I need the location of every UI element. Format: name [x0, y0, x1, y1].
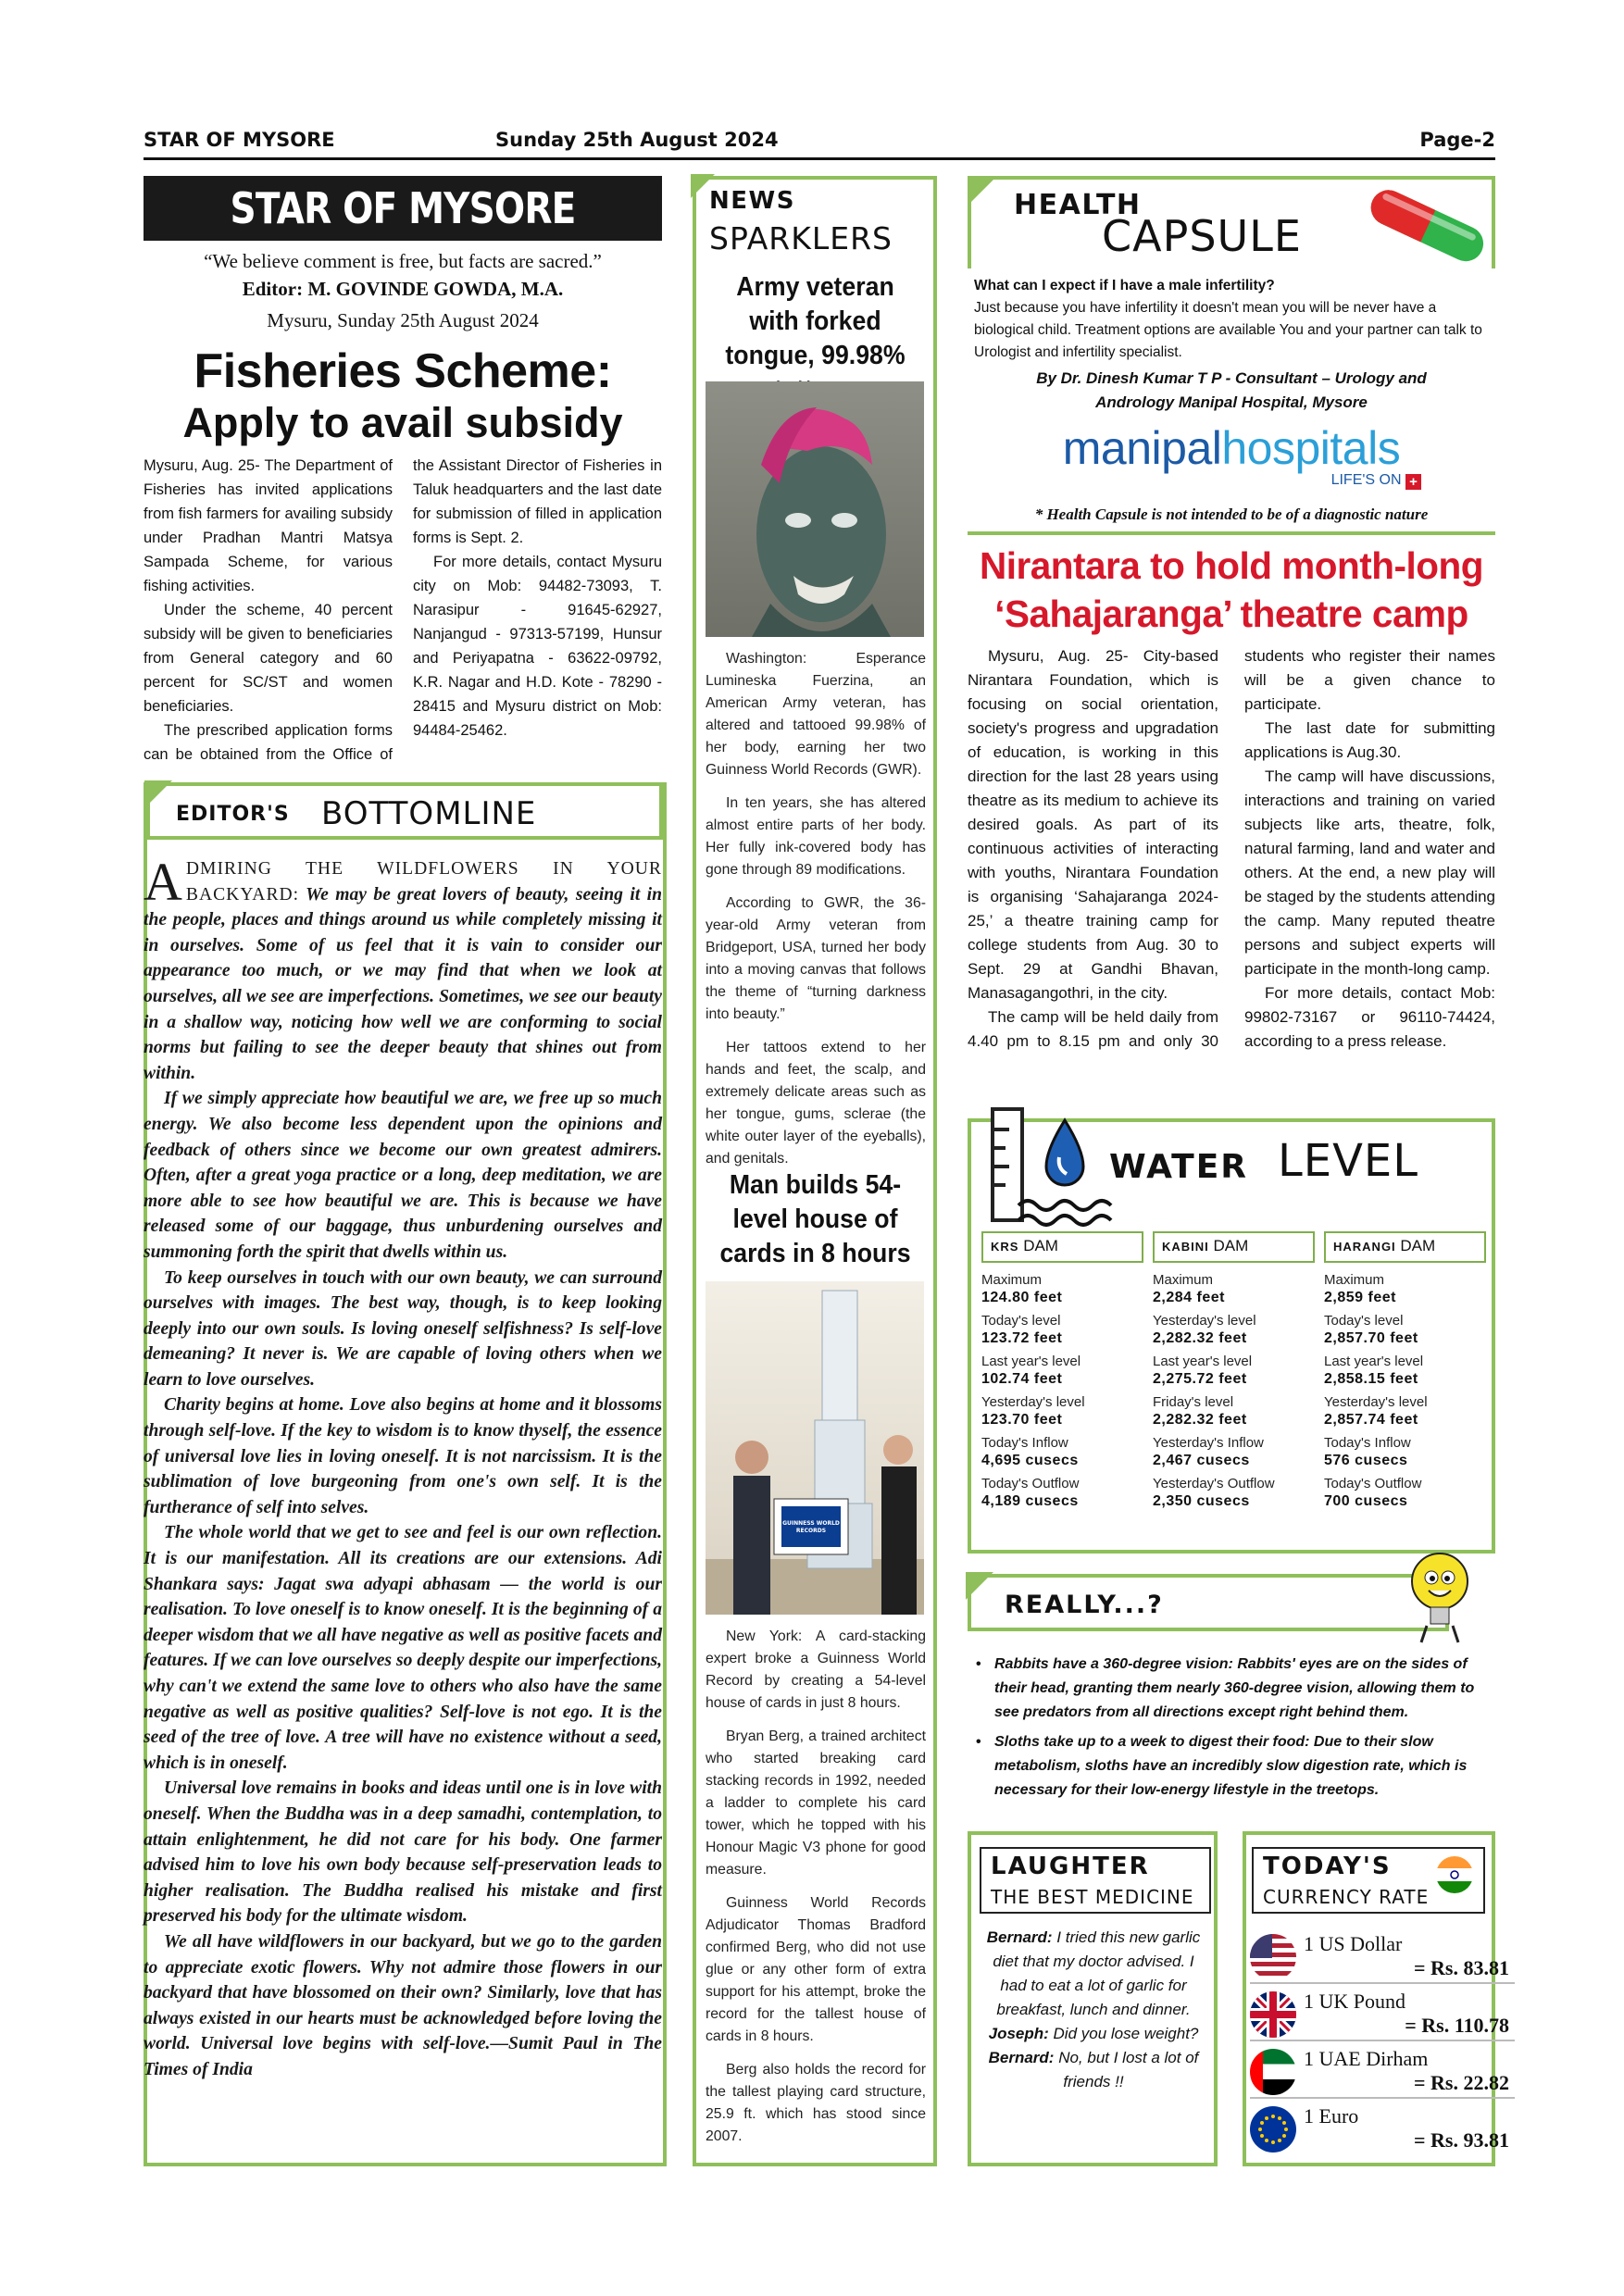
kabini-dam-name: KABINI	[1162, 1240, 1209, 1254]
editorial-dropcap: A	[144, 852, 182, 912]
kabini-dam-suffix: DAM	[1213, 1237, 1249, 1254]
currency-unit: 1 US Dollar	[1304, 1932, 1403, 1955]
dam-row-label: Yesterday's Outflow	[1153, 1476, 1275, 1491]
editorial-label-bold: EDITOR'S	[176, 803, 290, 826]
dam-row-value: 576 cusecs	[1324, 1453, 1408, 1468]
krs-dam-header	[981, 1231, 1143, 1263]
nirantara-article	[968, 644, 1495, 1089]
health-label-light: CAPSULE	[1102, 211, 1302, 261]
dam-row-value: 2,858.15 feet	[1324, 1371, 1418, 1387]
laughter-label-light: THE BEST MEDICINE	[991, 1886, 1194, 1908]
really-fact-text: Sloths take up to a week to digest their food: Due to their slow metabolism, sloths have an incredibly slow digestion rate, which is necessary for their low-energy lifestyle in the treetops.	[994, 1734, 1468, 1798]
nirantara-paragraph: The camp will be held daily from 4.40 pm to 8.15 pm and only 30 students who register their names will be a given chance to participate.	[968, 647, 1495, 1050]
dam-row-value: 4,695 cusecs	[981, 1453, 1079, 1468]
masthead-editor: Editor: M. GOVINDE GOWDA, M.A.	[242, 278, 564, 300]
kabini-dam-header	[1153, 1231, 1315, 1263]
nirantara-paragraph: For more details, contact Mob: 99802-73167 or 96110-74424, according to a press release.	[1244, 984, 1495, 1050]
news-label-bold: NEWS	[709, 187, 795, 215]
news-paragraph: Her tattoos extend to her hands and feet, the scalp, and extremely delicate areas such as her tongue, gums, sclerae (the white outer layer of the eyeballs), and genitals.	[706, 1040, 926, 1167]
editorial-paragraph: Charity begins at home. Love also begins at home and it blossoms through self-love. If the key to wisdom is to know thyself, the essence of universal love lies in loving oneself. It is not narcissism. It is the sublimation of love burgeoning from one's own self. It is the furtherance of self into selves.	[144, 1395, 662, 1517]
dam-row-value: 2,859 feet	[1324, 1290, 1396, 1305]
news-paragraph: Washington: Esperance Lumineska Fuerzina, an American Army veteran, has altered and tattooed 99.98% of her body, earning her two Guinness World Records (GWR).	[706, 651, 926, 778]
corner-arrow-icon	[969, 178, 999, 207]
currency-value: = Rs. 22.82	[1414, 2071, 1509, 2094]
editorial-lead: DMIRING THE WILDFLOWERS IN YOUR BACKYARD:	[185, 859, 662, 905]
editorial-first-paragraph	[144, 852, 662, 1086]
currency-row-aed	[1250, 2045, 1515, 2099]
uae-flag-icon	[1250, 2049, 1296, 2095]
manipal-brand-part2: hospitals	[1221, 422, 1401, 474]
news-story1-headline: Army veteran with forked tongue, 99.98%	[725, 272, 906, 370]
kabini-dam-column	[1153, 1231, 1315, 1511]
card-tower-illustration	[706, 1281, 924, 1615]
currency-list	[1243, 1930, 1509, 2162]
fisheries-paragraph: Under the scheme, 40 percent subsidy will be given to beneficiaries from General category and 60 percent for SC/ST and women beneficiaries.	[144, 602, 393, 715]
joke-line: Did you lose weight?	[1048, 2025, 1199, 2042]
tattooed-face-illustration	[706, 381, 924, 637]
news-paragraph: Guinness World Records Adjudicator Thomas Bradford confirmed Berg, who did not use glue or any other form of extra support for his attempt, broke the record for the tallest house of cards in 8 hours.	[706, 1895, 926, 2044]
header-date: Sunday 25th August 2024	[495, 129, 779, 151]
really-facts-list	[974, 1653, 1493, 1803]
editorial-paragraph: If we simply appreciate how beautiful we are, we free up so much energy. We also become less dependent upon the opinions and feedback of others since we become our own greatest admirers. Often, after a great yoga practice or a long, deep meditation, we are more able to see how beautiful we are. This is because we have released some of our baggage, thus unburdening ourselves and summoning forth the spirit that dwells within us.	[144, 1089, 662, 1262]
lightbulb-character-icon	[1403, 1546, 1477, 1648]
red-cross-icon: +	[1405, 474, 1421, 490]
house-of-cards-photo	[706, 1281, 924, 1615]
currency-value: = Rs. 93.81	[1414, 2128, 1509, 2152]
nirantara-paragraph: The camp will have discussions, interactions and training on varied subjects like arts, theatre, folk, natural farming, land and water and others. At the end, a new play will be staged by the students attending the camp. Many reputed theatre persons and subject experts will participate in the month-long camp.	[1244, 767, 1495, 978]
dam-row-value: 700 cusecs	[1324, 1493, 1408, 1509]
currency-unit: 1 Euro	[1304, 2104, 1359, 2128]
joke-line: I tried this new garlic diet that my doctor advised. I had to eat a lot of garlic for breakfast, lunch and dinner.	[993, 1928, 1201, 2018]
laughter-joke	[981, 1926, 1206, 2094]
india-flag-icon	[1434, 1854, 1475, 1895]
editorial-paragraph: The whole world that we get to see and feel is our own reflection. It is our manifestation. All its creations are our extensions. Adi Shankara says: Jagat swa adyapi abhasam — the world is our realisation. To love oneself is to know oneself. It is the beginning of a deeper wisdom that we all have negative as well as positive facets and features. If we can love ourselves so deeply despite our imperfections, why can't we extend the same love to others who also have the same negative as well as positive qualities? Self-love is not ego. It is the seed of the tree of love. A tree will have no existence without a seed, which is in oneself.	[144, 1523, 662, 1773]
currency-label	[1252, 1847, 1485, 1914]
krs-dam-suffix: DAM	[1023, 1237, 1058, 1254]
joke-line: No, but I lost a lot of friends !!	[1054, 2049, 1199, 2090]
editorial-label-light: BOTTOMLINE	[321, 795, 537, 832]
dam-row-label: Today's Outflow	[1324, 1476, 1422, 1491]
tattooed-veteran-photo	[706, 381, 924, 637]
dam-row-value: 2,467 cusecs	[1153, 1453, 1250, 1468]
dam-row-label: Yesterday's level	[1324, 1394, 1428, 1410]
currency-row-gbp	[1250, 1988, 1515, 2041]
dam-row-label: Last year's level	[1324, 1354, 1424, 1369]
dam-row-label: Today's level	[981, 1313, 1061, 1329]
editorial-article	[144, 852, 662, 2083]
water-gauge-icon	[981, 1102, 1130, 1231]
dam-row-value: 2,857.70 feet	[1324, 1330, 1418, 1346]
manipal-hospitals-logo	[1009, 421, 1454, 495]
dam-row-label: Last year's level	[1153, 1354, 1253, 1369]
masthead-banner	[144, 176, 662, 241]
currency-value: = Rs. 83.81	[1414, 1956, 1509, 1979]
dam-row-label: Maximum	[981, 1272, 1043, 1288]
fisheries-article	[144, 454, 662, 768]
editorial-first-text: We may be great lovers of beauty, seeing it in the people, places and things around us while completely missing it in ourselves. Some of us feel that it is vain to consider our appearance too much, or we may find that when we look at ourselves, all we see are imperfections. Sometimes, we see our beauty in a shallow way, noticing how well we are conforming to social norms but failing to see the deeper beauty that shines out from within.	[144, 884, 662, 1083]
corner-arrow-icon	[144, 780, 176, 812]
us-flag-icon	[1250, 1934, 1296, 1980]
uk-flag-icon	[1250, 1991, 1296, 2038]
health-label-bold: HEALTH	[1014, 189, 1142, 221]
laughter-label	[980, 1847, 1211, 1914]
nirantara-paragraph: The last date for submitting applications is Aug.30.	[1244, 719, 1495, 761]
dam-row-label: Today's Inflow	[981, 1435, 1068, 1451]
really-fact-text: Rabbits have a 360-degree vision: Rabbits' eyes are on the sides of their head, granting them nearly 360-degree vision, allowing them to see predators from all directions except right behind them.	[994, 1656, 1475, 1720]
news-label-light: SPARKLERS	[709, 220, 893, 256]
masthead-title: STAR OF MYSORE	[230, 183, 576, 233]
fisheries-paragraph: For more details, contact Mysuru city on Mob: 94482-73093, T. Narasipur - 91645-62927, Nanjangud - 97313-57199, Hunsur and Periyapatna - 63622-09792, K.R. Nagar and H.D. Kote - 78290 - 28415 and Mysuru district on Mob: 94484-25462.	[413, 554, 662, 739]
nirantara-headline: Nirantara to hold month-long ‘Sahajaranga’ theatre camp	[980, 544, 1483, 635]
gwr-certificate-text: GUINNESS WORLD RECORDS	[782, 1520, 840, 1534]
capsule-pill-icon	[1356, 180, 1495, 268]
nirantara-paragraph: Mysuru, Aug. 25- City-based Nirantara Foundation, which is focusing on social orientation, society's progress and upgradation of education, is working in this direction for the last 28 years using theatre as its medium to achieve its desired goals. As part of its continuous activities of interacting with youths, Nirantara Foundation is organising ‘Sahajaranga 2024-25,’ a theatre training camp for college students from Aug. 30 to Sept. 29 at Gandhi Bhavan, Manasagangothri, in the city.	[968, 647, 1218, 1002]
news-sparklers-label	[704, 183, 931, 265]
fisheries-paragraph: The prescribed application forms can be obtained from the Office of the Assistant Director of Fisheries in Taluk headquarters and the last date for submission of filled in application forms is Sept. 2.	[144, 457, 662, 763]
dam-row-label: Yesterday's level	[981, 1394, 1085, 1410]
news-paragraph: According to GWR, the 36-year-old Army veteran from Bridgeport, USA, turned her body into a moving canvas that follows the theme of “turning darkness into beauty.”	[706, 895, 926, 1022]
dam-row-label: Yesterday's level	[1153, 1313, 1256, 1329]
krs-dam-name: KRS	[991, 1240, 1019, 1254]
masthead-motto: “We believe comment is free, but facts are sacred.”	[204, 250, 602, 272]
joke-speaker: Bernard:	[986, 1928, 1053, 1946]
health-divider	[968, 531, 1495, 535]
news-paragraph: Berg also holds the record for the tallest playing card structure, 25.9 ft. which has stood since 2007.	[706, 2062, 926, 2144]
dam-row-label: Yesterday's Inflow	[1153, 1435, 1264, 1451]
dam-row-label: Last year's level	[981, 1354, 1081, 1369]
harangi-dam-column	[1324, 1231, 1486, 1511]
news-story1-body	[706, 648, 926, 1170]
eu-flag-icon	[1250, 2106, 1296, 2152]
currency-label-bold: TODAY'S	[1263, 1853, 1392, 1880]
news-paragraph: Bryan Berg, a trained architect who started breaking card stacking records in 1992, needed a ladder to complete his card tower, which he topped with his Honour Magic V3 phone for good measure.	[706, 1728, 926, 1878]
health-disclaimer: * Health Capsule is not intended to be of a diagnostic nature	[1034, 505, 1429, 523]
dam-row-label: Today's level	[1324, 1313, 1404, 1329]
dam-row-value: 2,275.72 feet	[1153, 1371, 1247, 1387]
dam-row-label: Maximum	[1324, 1272, 1385, 1288]
laughter-label-bold: LAUGHTER	[991, 1853, 1150, 1880]
dam-row-label: Maximum	[1153, 1272, 1214, 1288]
really-label: REALLY...?	[1005, 1591, 1164, 1619]
news-story2-body	[706, 1626, 926, 2148]
dam-row-value: 2,282.32 feet	[1153, 1412, 1247, 1428]
editorial-paragraph: Universal love remains in books and ideas until one is in love with oneself. When the Buddha was in a deep samadhi, contemplation, to attain enlightenment, he did not care for his body. One farmer advised him to love his own body because self-preservation leads to higher realisation. The Buddha realised his mistake and first preserved his body for the ultimate wisdom.	[144, 1778, 662, 1927]
currency-row-eur	[1250, 2103, 1515, 2156]
fisheries-subheadline: Apply to avail subsidy	[182, 399, 623, 446]
header-paper-name: STAR OF MYSORE	[144, 129, 335, 151]
dam-row-value: 2,857.74 feet	[1324, 1412, 1418, 1428]
harangi-dam-name: HARANGI	[1333, 1240, 1396, 1254]
corner-arrow-icon	[966, 1572, 997, 1603]
joke-speaker: Joseph:	[988, 2025, 1049, 2042]
joke-speaker: Bernard:	[988, 2049, 1055, 2066]
water-label-bold: WATER	[1109, 1148, 1249, 1186]
running-head	[144, 127, 1495, 160]
dam-row-label: Friday's level	[1153, 1394, 1234, 1410]
currency-unit: 1 UK Pound	[1304, 1990, 1406, 2013]
health-question: What can I expect if I have a male infertility?	[974, 278, 1275, 293]
currency-unit: 1 UAE Dirham	[1304, 2047, 1429, 2070]
dam-row-label: Today's Outflow	[981, 1476, 1080, 1491]
header-page-number: Page-2	[1419, 129, 1495, 151]
health-capsule-label	[968, 176, 1495, 268]
dam-row-value: 123.70 feet	[981, 1412, 1063, 1428]
really-fact-item: • Sloths take up to a week to digest their food: Due to their slow metabolism, sloths have an incredibly slow digestion rate, which is necessary for their low-energy lifestyle in the treetops.	[976, 1734, 1468, 1798]
currency-row-usd	[1250, 1930, 1515, 1984]
news-paragraph: In ten years, she has altered almost entire parts of her body. Her fully ink-covered body has gone through 89 modifications.	[706, 795, 926, 878]
dam-row-label: Today's Inflow	[1324, 1435, 1411, 1451]
manipal-tagline: LIFE'S ON	[1330, 472, 1402, 488]
currency-value: = Rs. 110.78	[1405, 2014, 1509, 2037]
health-answer: Just because you have infertility it doesn't mean you will be never have a biological child. Treatment options are available You and your partner can talk to Urologist and infertility specialist.	[974, 300, 1482, 360]
dam-row-value: 124.80 feet	[981, 1290, 1063, 1305]
editorial-label-box	[146, 782, 663, 840]
currency-label-light: CURRENCY RATE	[1263, 1886, 1430, 1908]
fisheries-paragraph: Mysuru, Aug. 25- The Department of Fisheries has invited applications from fish farmers for availing subsidy under Pradhan Mantri Matsya Sampada Scheme, for various fishing activities.	[144, 457, 393, 594]
fisheries-headline: Fisheries Scheme:	[194, 344, 612, 398]
dam-row-value: 2,282.32 feet	[1153, 1330, 1247, 1346]
harangi-dam-suffix: DAM	[1400, 1237, 1436, 1254]
dam-row-value: 4,189 cusecs	[981, 1493, 1079, 1509]
dam-row-value: 2,350 cusecs	[1153, 1493, 1250, 1509]
news-story2-headline: Man builds 54-level house of cards in 8 hours	[719, 1170, 911, 1268]
masthead-dateline: Mysuru, Sunday 25th August 2024	[267, 309, 539, 331]
health-byline: By Dr. Dinesh Kumar T P - Consultant – Urology and Andrology Manipal Hospital, Mysore	[1036, 369, 1427, 411]
editorial-paragraph: We all have wildflowers in our backyard, but we go to the garden to appreciate exotic flowers. Why not admire those flowers in our backyard that have blossomed on their own? Similarly, love that has always existed in our hearts must be acknowledged before loving the world. Universal love begins with self-love.—Sumit Paul in The Times of India	[144, 1931, 662, 2079]
manipal-brand-part1: manipal	[1062, 422, 1222, 474]
editorial-paragraph: To keep ourselves in touch with our own beauty, we can surround ourselves with images. The best way, though, is to keep looking deeply into our own souls. Is loving oneself selfishness? Is self-love demeaning? It never is. We are capable of loving others when we learn to love ourselves.	[144, 1267, 662, 1390]
dam-row-value: 102.74 feet	[981, 1371, 1063, 1387]
dam-row-value: 123.72 feet	[981, 1330, 1063, 1346]
really-label-box	[968, 1574, 1449, 1631]
really-fact-item: • Rabbits have a 360-degree vision: Rabbits' eyes are on the sides of their head, granting them nearly 360-degree vision, allowing them to see predators from all directions except right behind them.	[976, 1656, 1475, 1720]
dam-row-value: 2,284 feet	[1153, 1290, 1225, 1305]
manipal-tagline-row	[1331, 472, 1421, 490]
harangi-dam-header	[1324, 1231, 1486, 1263]
news-paragraph: New York: A card-stacking expert broke a Guinness World Record by creating a 54-level house of cards in just 8 hours.	[706, 1628, 926, 1711]
krs-dam-column	[981, 1231, 1143, 1511]
water-label-light: LEVEL	[1278, 1135, 1418, 1187]
